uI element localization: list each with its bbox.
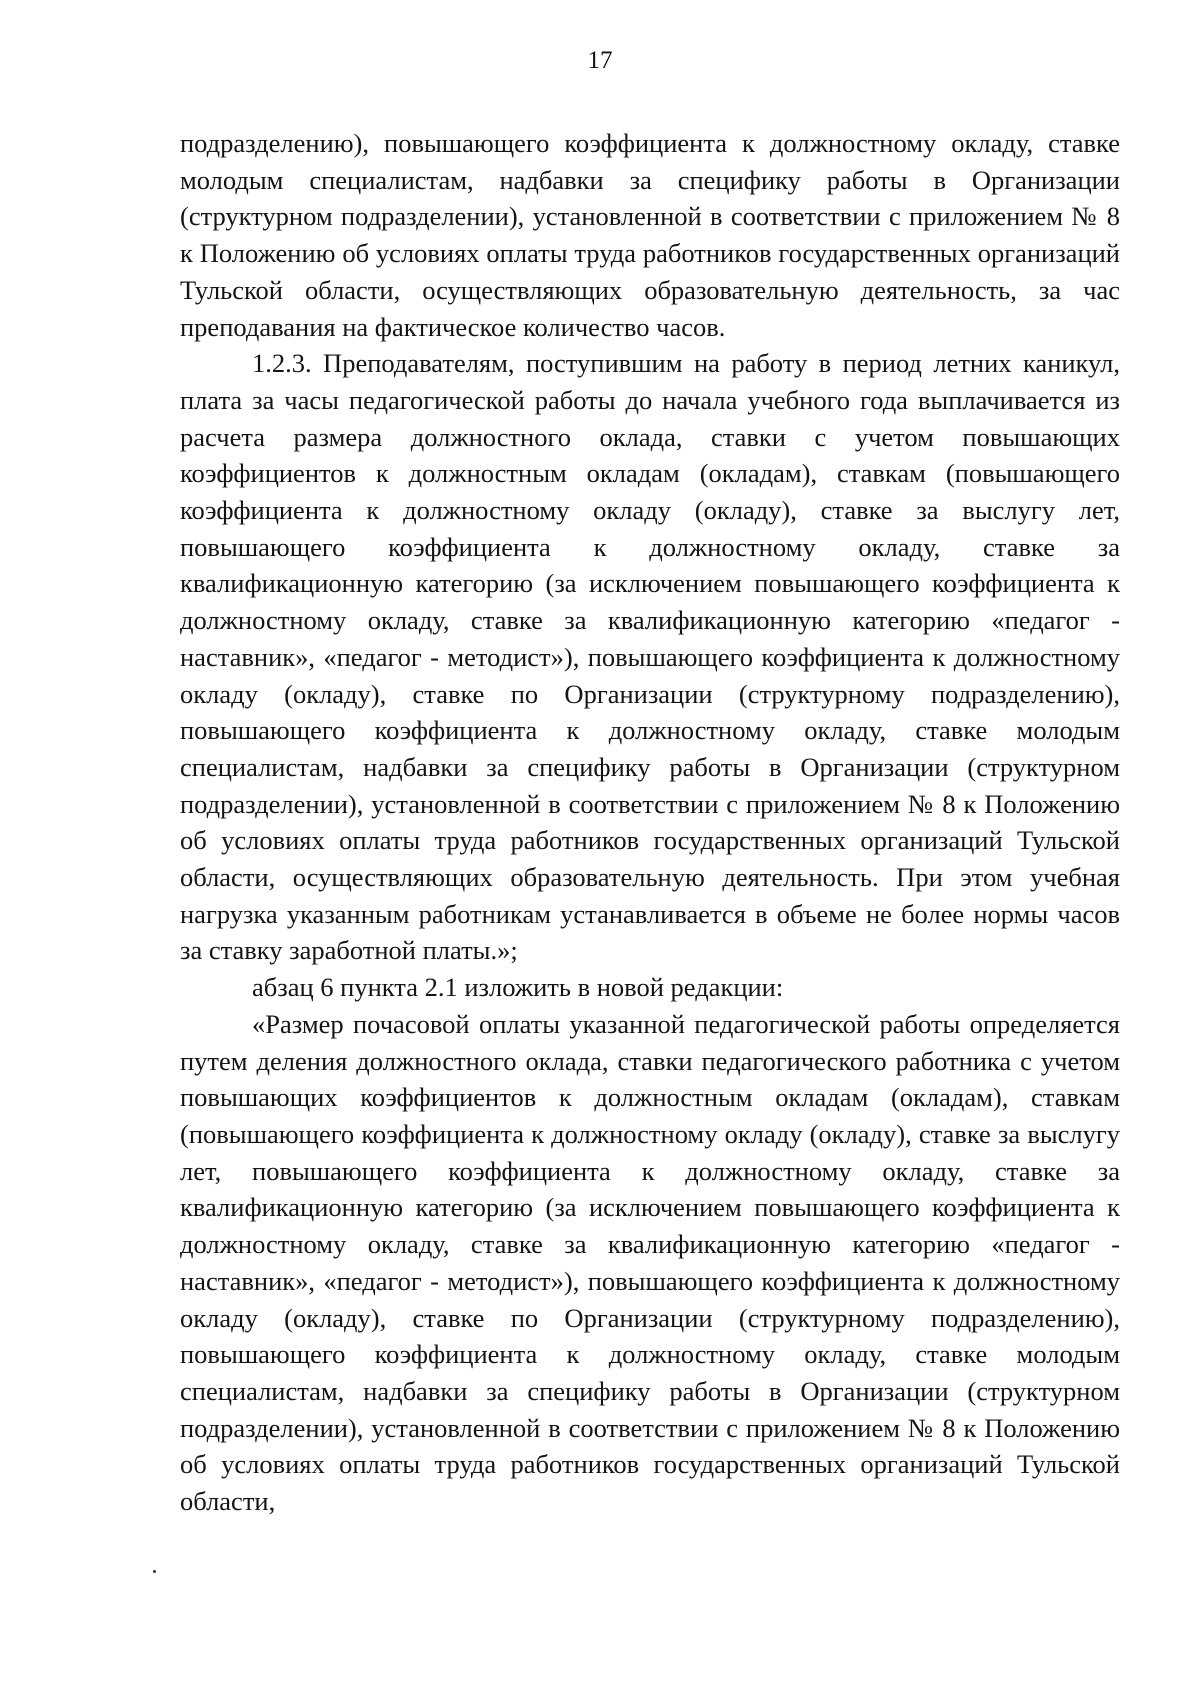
page-number: 17 (587, 47, 613, 74)
paragraph-instruction: абзац 6 пункта 2.1 изложить в новой редакции: (252, 972, 784, 1003)
paragraph-item-1-2-3: 1.2.3. Преподавателям, поступившим на работу в период летних каникул, плата за часы педагогической работы до начала учебного года выплачивается из расчета размера должностного оклада, ставки с учетом повышающих коэффициентов к должностным окладам (окладам), ставкам (повышающего коэффициента к должностному окладу (окладу), ставке за выслугу лет, повышающего коэффициента к должностному окладу, ставке за квалификационную категорию (за исключением повышающего коэффициента к должностному окладу, ставке за квалификационную категорию «педагог - наставник», «педагог - методист»), повышающего коэффициента к должностному окладу (окладу), ставке по Организации (структурному подразделению), повышающего коэффициента к должностному окладу, ставке молодым специалистам, надбавки за специфику работы в Организации (структурном подразделении), установленной в соответствии с приложением № 8 к Положению об условиях оплаты труда работников государственных организаций Тульской области, осуществляющих образовательную деятельность. При этом учебная нагрузка указанным работникам устанавливается в объеме не более нормы часов за ставку заработной платы.»; (180, 348, 1120, 966)
paragraph-new-wording: «Размер почасовой оплаты указанной педагогической работы определяется путем деления должностного оклада, ставки педагогического работника с учетом повышающих коэффициентов к должностным окладам (окладам), ставкам (повышающего коэффициента к должностному окладу (окладу), ставке за выслугу лет, повышающего коэффициента к должностному окладу, ставке за квалификационную категорию (за исключением повышающего коэффициента к должностному окладу, ставке за квалификационную категорию «педагог - наставник», «педагог - методист»), повышающего коэффициента к должностному окладу (окладу), ставке по Организации (структурному подразделению), повышающего коэффициента к должностному окладу, ставке молодым специалистам, надбавки за специфику работы в Организации (структурном подразделении), установленной в соответствии с приложением № 8 к Положению об условиях оплаты труда работников государственных организаций Тульской области, (180, 1008, 1120, 1517)
scan-speck (153, 1570, 156, 1573)
document-body (180, 125, 1120, 1520)
paragraph-continuation: подразделению), повышающего коэффициента к должностному окладу, ставке молодым специалистам, надбавки за специфику работы в Организации (структурном подразделении), установленной в соответствии с приложением № 8 к Положению об условиях оплаты труда работников государственных организаций Тульской области, осуществляющих образовательную деятельность, за час преподавания на фактическое количество часов. (180, 128, 1120, 342)
